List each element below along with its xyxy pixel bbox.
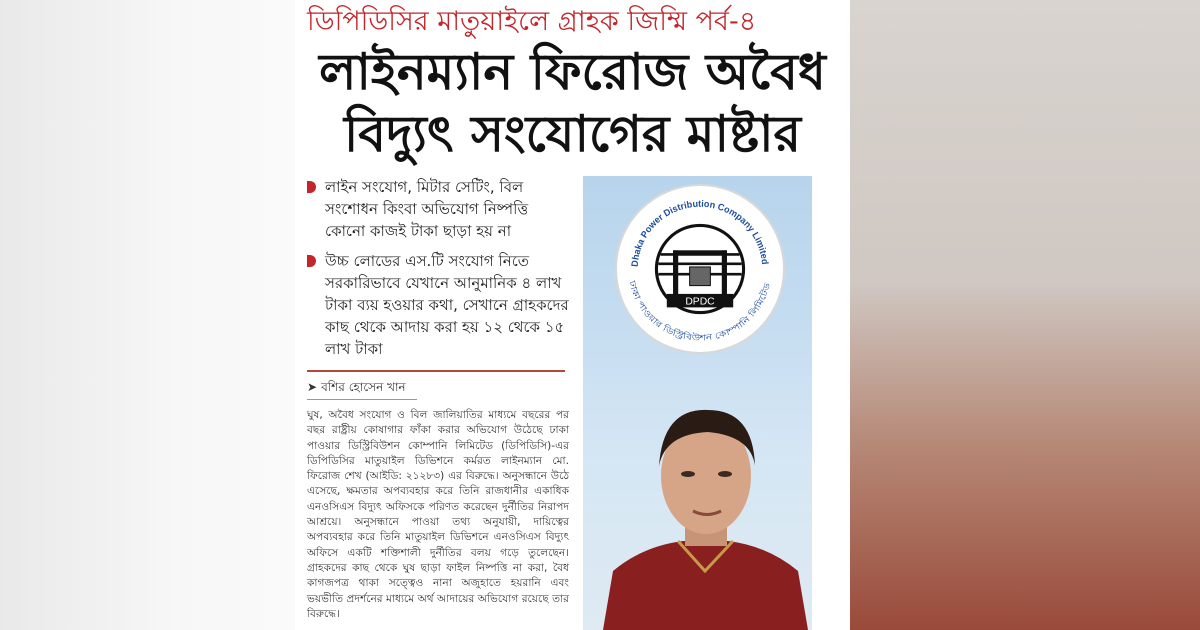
divider <box>307 370 565 372</box>
blurred-background-right <box>850 0 1200 630</box>
highlight-text: উচ্চ লোডের এস.টি সংযোগ নিতে সরকারিভাবে যেখানে আনুমানিক ৪ লাখ টাকা ব্যয় হওয়ার কথা, সেখানে গ্রাহকদের কাছ থেকে আদায় করা হয় ১২ থেকে ১৫ লাখ টাকা <box>325 252 569 358</box>
divider <box>307 399 417 400</box>
arrow-icon: ➤ <box>307 380 318 394</box>
text-column <box>307 176 569 630</box>
logo-name-en: Dhaka Power Distribution Company Limited <box>629 198 771 268</box>
author-name: বশির হোসেন খান <box>321 380 406 394</box>
portrait-photo <box>603 396 808 630</box>
bullet-marker-icon <box>307 181 316 193</box>
headline-line-1: লাইনম্যান ফিরোজ অবৈধ <box>319 43 826 101</box>
headline <box>307 42 838 166</box>
headline-line-2: বিদ্যুৎ সংযোগের মাষ্টার <box>344 105 801 163</box>
logo-abbr: DPDC <box>685 296 715 308</box>
highlight-item <box>307 250 569 360</box>
photo-panel <box>583 176 812 630</box>
bullet-marker-icon <box>307 255 316 267</box>
article-columns <box>307 176 838 630</box>
highlight-item <box>307 176 569 242</box>
byline <box>307 378 569 396</box>
highlight-text: লাইন সংযোগ, মিটার সেটিং, বিল সংশোধন কিংবা অভিযোগ নিষ্পত্তি কোনো কাজই টাকা ছাড়া হয় না <box>325 178 529 240</box>
kicker-wrap <box>307 4 838 42</box>
logo-name-bn: ঢাকা পাওয়ার ডিস্ট্রিবিউশন কোম্পানি লিমিটেড <box>627 279 772 343</box>
kicker: ডিপিডিসির মাতুয়াইলে গ্রাহক জিম্মি পর্ব-৪ <box>307 6 757 37</box>
dpdc-logo <box>615 184 785 354</box>
blurred-background-left <box>0 0 295 630</box>
newspaper-clipping <box>295 0 850 630</box>
article-body: ঘুষ, অবৈধ সংযোগ ও বিল জালিয়াতির মাধ্যমে বছরের পর বছর রাষ্ট্রীয় কোষাগার ফাঁকা করার অভিযোগ উঠেছে ঢাকা পাওয়ার ডিস্ট্রিবিউশন কোম্পানি লিমিটেড (ডিপিডিসি)-এর ডিপিডিসির মাতুয়াইল ডিভিশনে কর্মরত লাইনম্যান মো. ফিরোজ শেখ (আইডি: ২১২৮৩) এর বিরুদ্ধে। অনুসন্ধানে উঠে এসেছে, ক্ষমতার অপব্যবহার করে তিনি রাজধানীর একাধিক এনওসিএস বিদ্যুৎ অফিসকে পরিণত করেছেন দুর্নীতির নিরাপদ আশ্রয়ে। অনুসন্ধানে পাওয়া তথ্য অনুযায়ী, দায়িত্বের অপব্যবহার করে তিনি মাতুয়াইল ডিভিশনে এনওসিএস বিদ্যুৎ অফিসে একটি শক্তিশালী দুর্নীতির বলয় গড়ে তুলেছেন। গ্রাহকদের কাছ থেকে ঘুষ ছাড়া ফাইল নিষ্পত্তি না করা, বৈধ কাগজপত্র থাকা সত্ত্বেও নানা অজুহাতে হয়রানি এবং ভয়ভীতি প্রদর্শনের মাধ্যমে অর্থ আদায়ের অভিযোগ রয়েছে তার বিরুদ্ধে। <box>307 409 569 620</box>
